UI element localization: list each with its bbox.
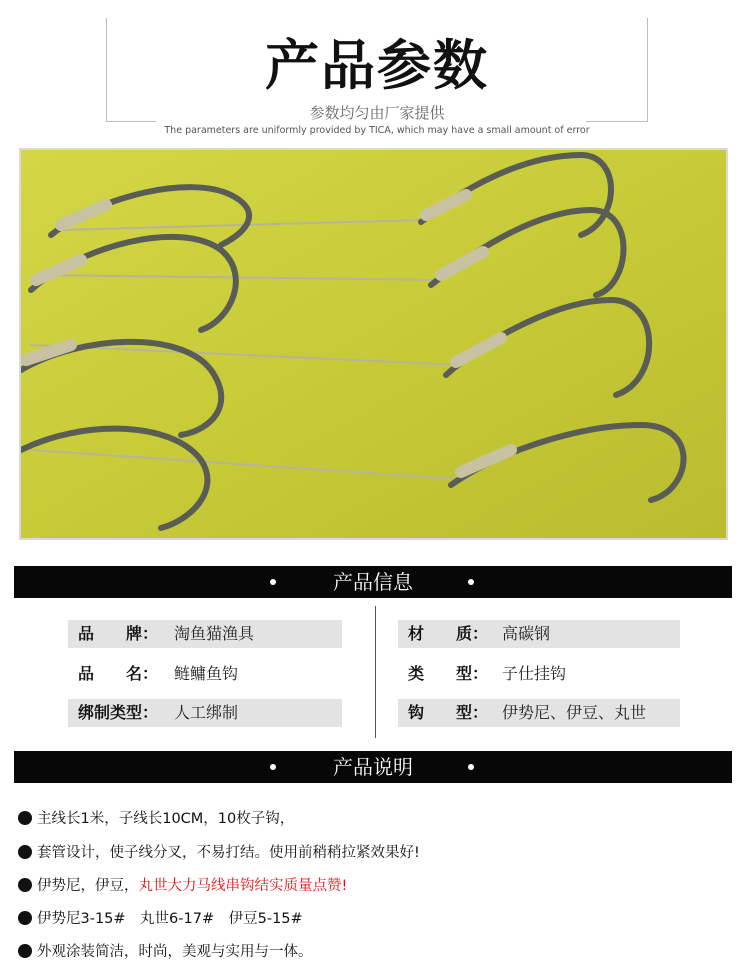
param-key: 材 质： xyxy=(408,624,489,643)
list-item xyxy=(18,907,303,931)
list-item xyxy=(18,874,347,898)
bullet-icon xyxy=(18,944,32,958)
page-subtitle: 参数均匀由厂家提供 xyxy=(309,104,445,122)
section-bar-product-description xyxy=(14,751,732,783)
list-item xyxy=(18,841,420,865)
list-item-text: 伊势尼3-15# 丸世6-17# 伊豆5-15# xyxy=(37,911,303,927)
list-item-text: 主线长1米，子线长10CM，10枚子钩， xyxy=(37,811,295,827)
param-key: 品 名： xyxy=(78,664,159,683)
fishing-hooks-photo xyxy=(21,150,726,538)
list-item-highlight: 丸世大力马线串钩结实质量点赞! xyxy=(138,878,348,894)
param-value: 子仕挂钩 xyxy=(502,664,567,683)
bullet-dot-icon xyxy=(468,764,474,770)
param-row-type xyxy=(398,660,680,688)
column-divider xyxy=(375,606,376,738)
param-key: 品 牌： xyxy=(78,624,159,643)
param-row-name xyxy=(68,660,342,688)
bullet-icon xyxy=(18,811,32,825)
section-bar-product-info xyxy=(14,566,732,598)
list-item-text: 外观涂装简洁，时尚，美观与实用与一体。 xyxy=(37,944,313,960)
title-frame xyxy=(106,18,648,136)
section-title: 产品信息 xyxy=(333,570,413,594)
param-value: 伊势尼、伊豆、丸世 xyxy=(502,703,647,722)
param-row-material xyxy=(398,620,680,648)
page-subtitle-en: The parameters are uniformly provided by TICA, which may have a small amount of error xyxy=(164,125,590,136)
param-key: 类 型： xyxy=(408,664,489,683)
param-row-hook-type xyxy=(398,699,680,727)
list-item xyxy=(18,807,294,831)
param-value: 高碳钢 xyxy=(502,624,551,643)
param-value: 人工绑制 xyxy=(174,703,239,722)
bullet-icon xyxy=(18,911,32,925)
param-key: 钩 型： xyxy=(408,703,489,722)
bullet-icon xyxy=(18,878,32,892)
param-row-brand xyxy=(68,620,342,648)
bullet-icon xyxy=(18,845,32,859)
param-value: 淘鱼猫渔具 xyxy=(174,624,255,643)
list-item-text: 伊势尼，伊豆， xyxy=(37,878,139,894)
param-row-binding xyxy=(68,699,342,727)
section-title: 产品说明 xyxy=(333,755,413,779)
product-photo xyxy=(19,148,728,540)
bullet-dot-icon xyxy=(468,579,474,585)
page-title: 产品参数 xyxy=(265,34,489,97)
param-value: 鲢鳙鱼钩 xyxy=(174,664,239,683)
list-item xyxy=(18,940,313,964)
param-key: 绑制类型： xyxy=(78,703,159,722)
list-item-text: 套管设计，使子线分叉，不易打结。使用前稍稍拉紧效果好! xyxy=(37,845,420,861)
